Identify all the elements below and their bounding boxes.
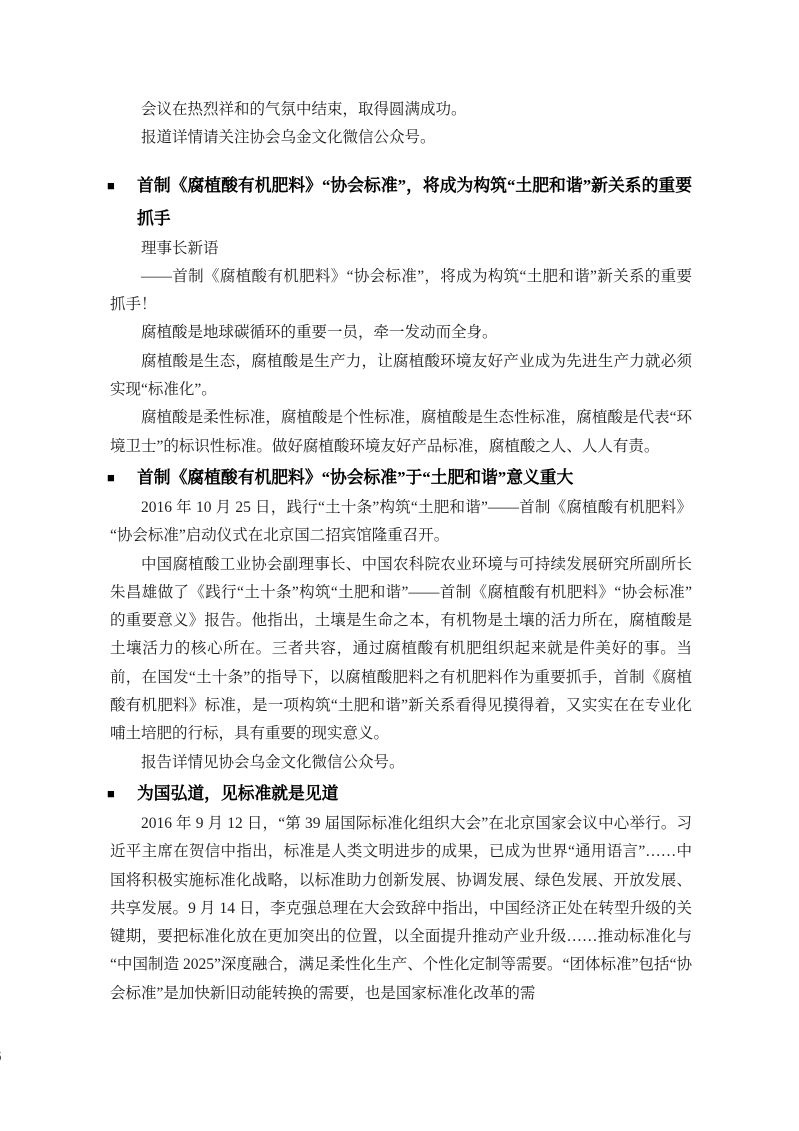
intro-paragraph: 会议在热烈祥和的气氛中结束，取得圆满成功。 [141, 101, 467, 118]
page-content [107, 96, 692, 1008]
body-paragraph: ——首制《腐植酸有机肥料》“协会标准”，将成为构筑“土肥和谐”新关系的重要抓手！ [110, 267, 692, 314]
body-paragraph: 报告详情见协会乌金文化微信公众号。 [141, 753, 405, 771]
body-paragraph: 2016 年 9 月 12 日，“第 39 届国际标准化组织大会”在北京国家会议中心举行。习近平主席在贺信中指出，标准是人类文明进步的成果，已成为世界“通用语言”……中国将积极实施标准化战略，以标准助力创新发展、协调发展、绿色发展、开放发展、共享发展。9 月 14 日，李克强总理在大会致辞中指出，中国经济正处在转型升级的关键期，要把标准化放在更加突出的位置，以全面提升推动产业升级……推动标准化与“中国制造 2025”深度融合，满足柔性化生产、个性化定制等需要。“团体标准”包括“协会标准”是加快新旧动能转换的需要，也是国家标准化改革的需 [110, 814, 692, 1002]
body-paragraph: 腐植酸是柔性标准，腐植酸是个性标准，腐植酸是生态性标准，腐植酸是代表“环境卫士”的标识性标准。做好腐植酸环境友好产品标准，腐植酸之人、人人有责。 [110, 409, 692, 455]
page-number [0, 1048, 2, 1066]
section-heading-text: 首制《腐植酸有机肥料》“协会标准”于“土肥和谐”意义重大 [137, 467, 574, 487]
body-paragraph: 理事长新语 [141, 239, 219, 257]
body-paragraph: 中国腐植酸工业协会副理事长、中国农科院农业环境与可持续发展研究所副所长朱昌雄做了《践行“土十条”构筑“土肥和谐”——首制《腐植酸有机肥料》“协会标准”的重要意义》报告。他指出，土壤是生命之本，有机物是土壤的活力所在，腐植酸是土壤活力的核心所在。三者共容，通过腐植酸有机肥组织起来就是件美好的事。当前，在国发“土十条”的指导下，以腐植酸肥料之有机肥料作为重要抓手，首制《腐植酸有机肥料》标准，是一项构筑“土肥和谐”新关系看得见摸得着，又实实在在专业化哺土培肥的行标，具有重要的现实意义。 [110, 555, 692, 743]
body-paragraph: 腐植酸是地球碳循环的重要一员，牵一发动而全身。 [141, 324, 498, 342]
square-bullet-icon: ■ [107, 177, 115, 193]
square-bullet-icon: ■ [107, 785, 115, 801]
square-bullet-icon: ■ [107, 469, 115, 485]
section-heading [107, 169, 692, 235]
section-heading [107, 777, 692, 810]
body-paragraph: 腐植酸是生态，腐植酸是生产力，让腐植酸环境友好产业成为先进生产力就必须实现“标准化”。 [110, 352, 692, 399]
section-heading-text: 首制《腐植酸有机肥料》“协会标准”，将成为构筑“土肥和谐”新关系的重要抓手 [137, 175, 692, 228]
section-heading-text: 为国弘道，见标准就是见道 [137, 783, 339, 803]
body-paragraph: 2016 年 10 月 25 日，践行“土十条”构筑“土肥和谐”——首制《腐植酸有机肥料》“协会标准”启动仪式在北京国二招宾馆隆重召开。 [110, 498, 692, 545]
intro-paragraph: 报道详情请关注协会乌金文化微信公众号。 [141, 129, 436, 147]
section-heading [107, 461, 692, 494]
